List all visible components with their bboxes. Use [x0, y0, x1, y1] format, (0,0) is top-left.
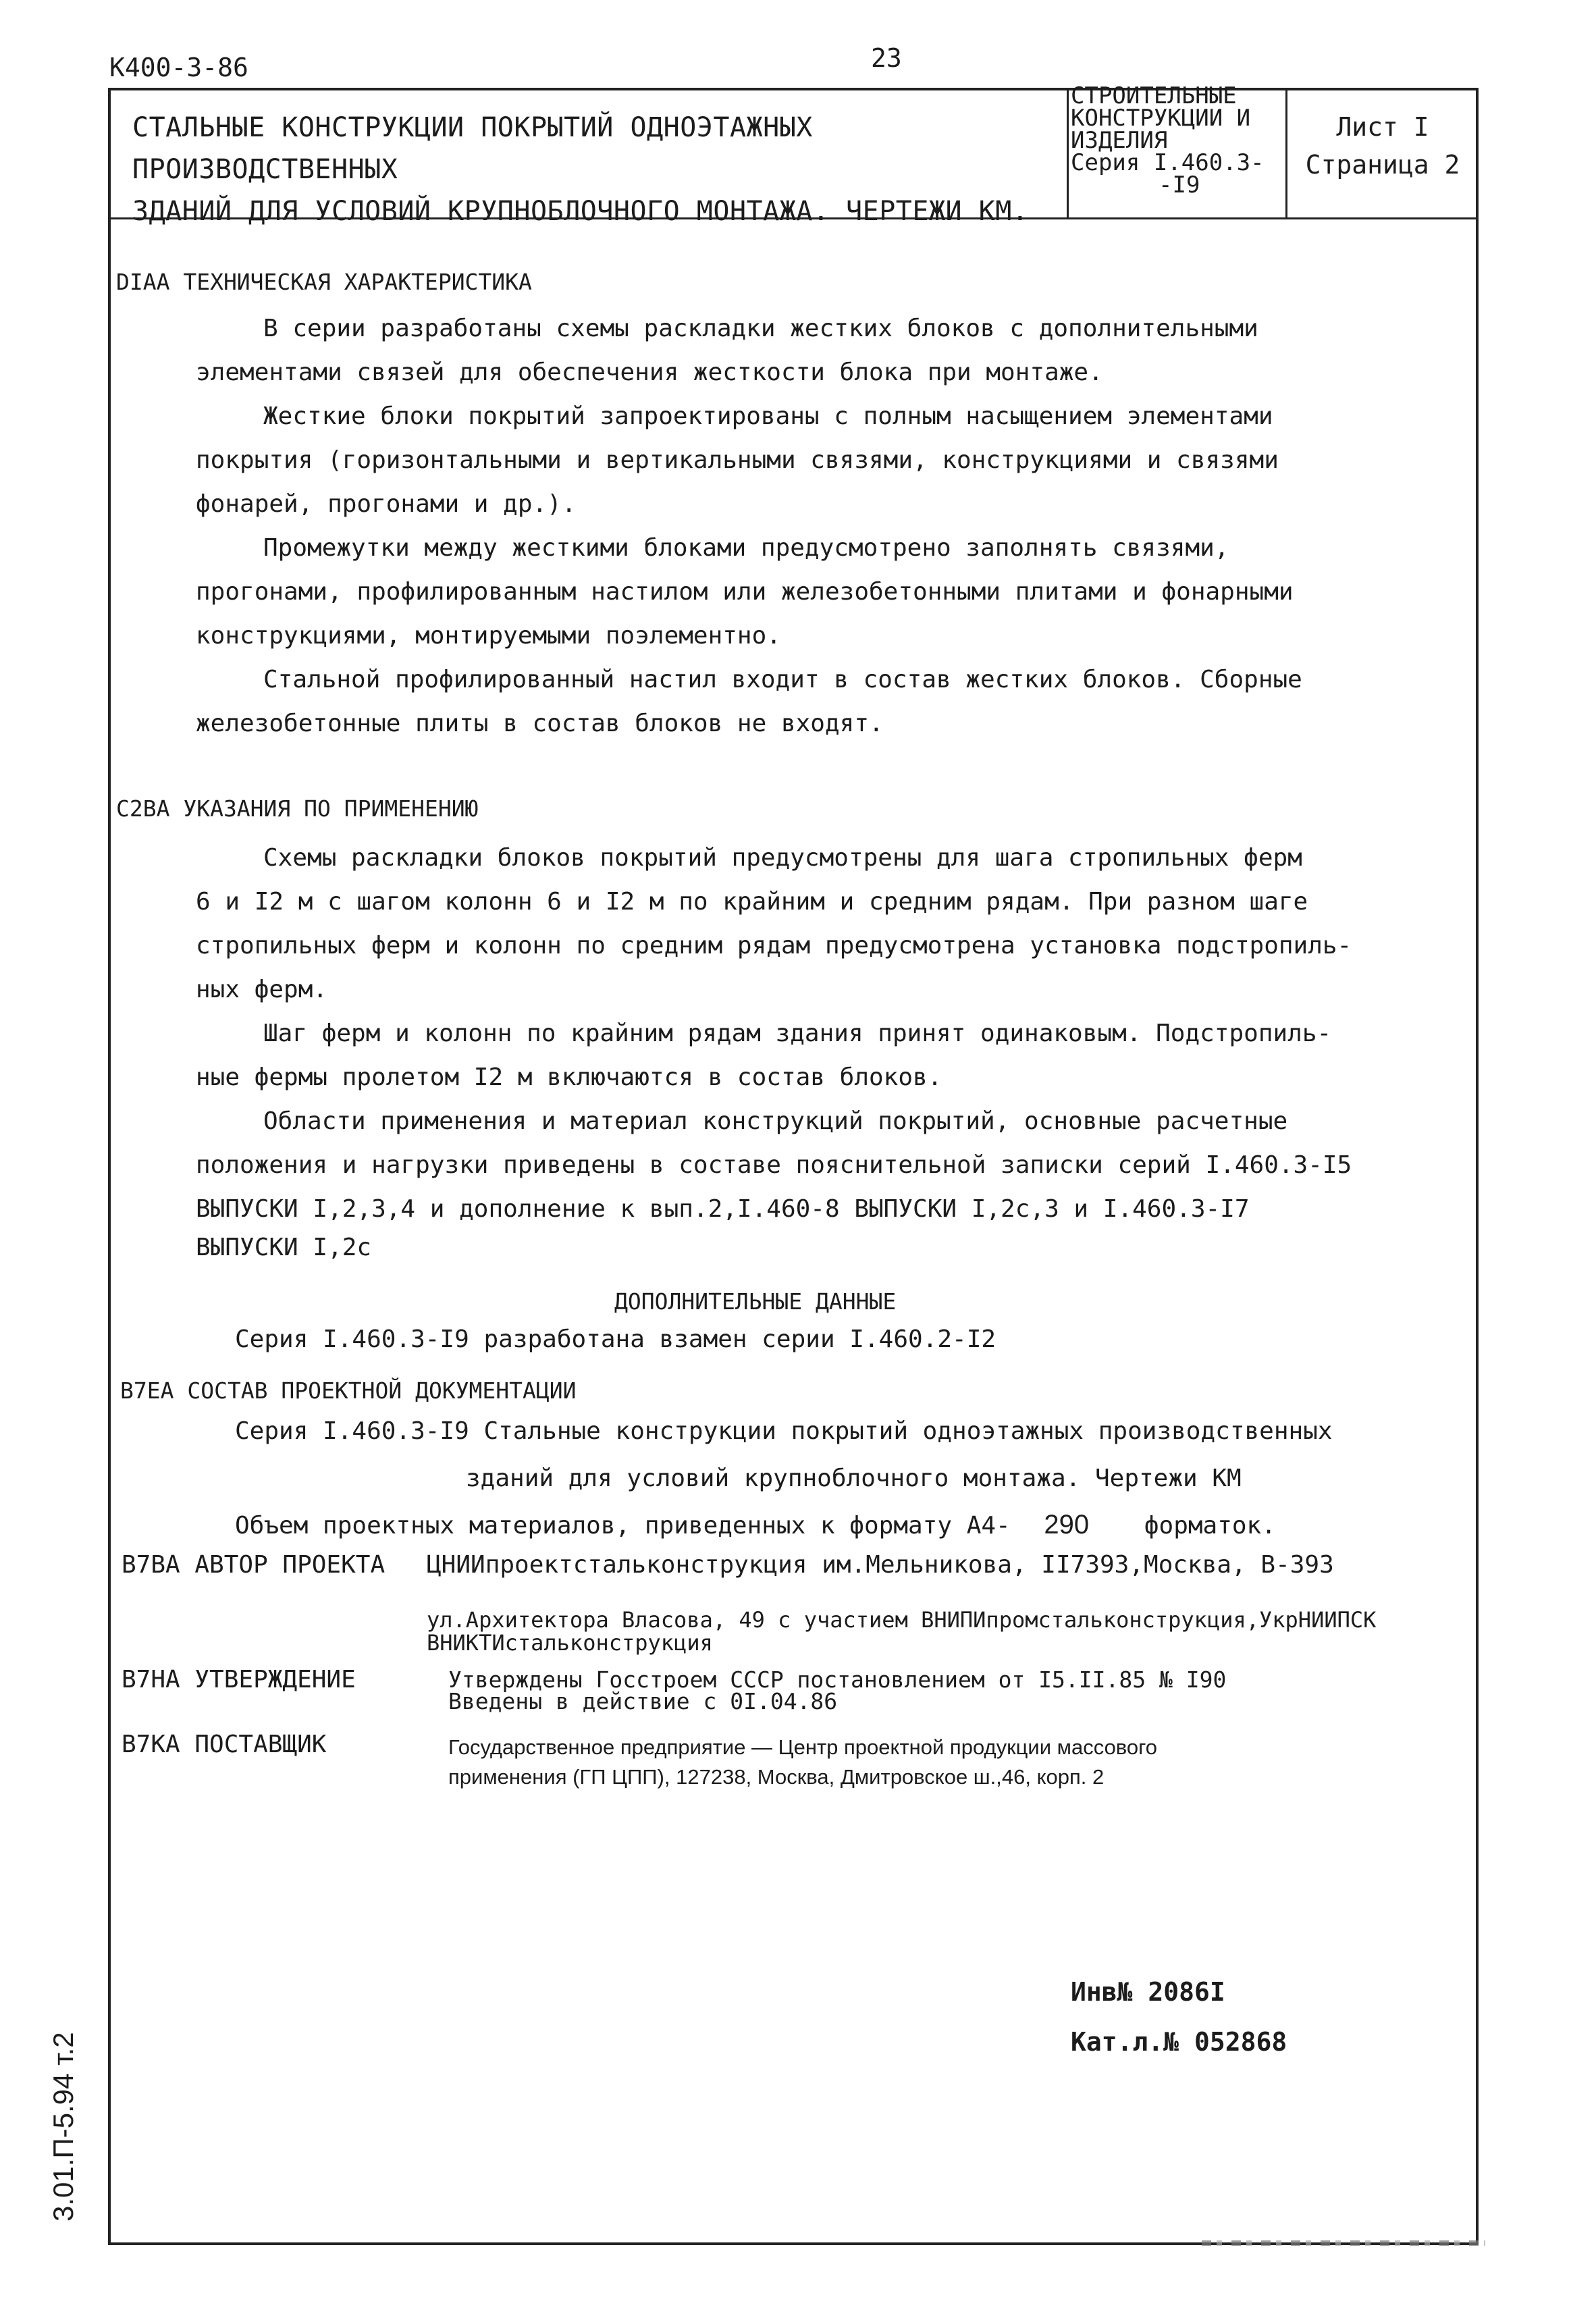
page-number: 23 [871, 43, 902, 73]
extra-heading: ДОПОЛНИТЕЛЬНЫЕ ДАННЫЕ [614, 1288, 897, 1315]
author-line-1: ЦНИИпроектстальконструкция им.Мельникова, II7393,Москва, В-393 [427, 1551, 1334, 1579]
tech-line-3: Жесткие блоки покрытий запроектированы с полным насыщением элементами [263, 402, 1273, 430]
usage-line-3: стропильных ферм и колонн по средним рядам предусмотрена установка подстропиль- [196, 932, 1352, 959]
composition-line-1: Серия I.460.3-I9 Стальные конструкции покрытий одноэтажных производственных [235, 1417, 1333, 1445]
usage-line-2: 6 и I2 м с шагом колонн 6 и I2 м по крайним и средним рядам. При разном шаге [196, 888, 1308, 916]
category-line-3: ИЗДЕЛИЯ [1071, 127, 1168, 154]
category-line-4: Серия I.460.3- [1071, 149, 1265, 176]
author-line-3: ВНИКТИстальконструкция [427, 1630, 713, 1656]
category-block [1071, 82, 1287, 199]
usage-line-1: Схемы раскладки блоков покрытий предусмотрены для шага стропильных ферм [263, 844, 1302, 872]
document-code: К400-3-86 [109, 53, 248, 82]
author-label: B7BA АВТОР ПРОЕКТА [122, 1551, 385, 1579]
tech-line-4: покрытия (горизонтальными и вертикальными связями, конструкциями и связями [196, 446, 1279, 474]
page-label: Страница 2 [1305, 150, 1460, 180]
usage-line-7: Области применения и материал конструкций покрытий, основные расчетные [263, 1107, 1288, 1135]
tech-line-8: конструкциями, монтируемыми поэлементно. [196, 622, 781, 650]
tech-line-1: В серии разработаны схемы раскладки жестких блоков с дополнительными [263, 315, 1258, 342]
sheet-block [1287, 108, 1479, 184]
sheet-label: Лист I [1336, 112, 1429, 142]
author-address [427, 1608, 1480, 1654]
extra-line: Серия I.460.3-I9 разработана взамен серии I.460.2-I2 [235, 1325, 996, 1353]
composition-line-2: зданий для условий крупноблочного монтажа. Чертежи КМ [466, 1465, 1242, 1492]
inventory-number: Инв№ 2086I [1071, 1977, 1225, 2007]
catalog-number: Кат.л.№ 052868 [1071, 2027, 1287, 2057]
category-line-5: -I9 [1159, 172, 1200, 199]
supplier-line-2: применения (ГП ЦПП), 127238, Москва, Дмитровское ш.,46, корп. 2 [448, 1765, 1105, 1789]
approval-label: B7HA УТВЕРЖДЕНИЕ [122, 1666, 356, 1693]
tech-line-2: элементами связей для обеспечения жесткости блока при монтаже. [196, 359, 1103, 386]
tech-line-10: железобетонные плиты в состав блоков не входят. [196, 710, 884, 737]
document-title [132, 107, 1050, 232]
usage-line-9: ВЫПУСКИ I,2,3,4 и дополнение к вып.2,I.460-8 ВЫПУСКИ I,2с,3 и I.460.3-I7 [196, 1195, 1250, 1223]
tech-heading: DIAA ТЕХНИЧЕСКАЯ ХАРАКТЕРИСТИКА [116, 269, 532, 295]
supplier-label: B7KA ПОСТАВЩИК [122, 1731, 327, 1758]
category-line-2: КОНСТРУКЦИИ И [1071, 105, 1251, 132]
usage-heading: C2BA УКАЗАНИЯ ПО ПРИМЕНЕНИЮ [116, 795, 479, 822]
author-line-2: ул.Архитектора Власова, 49 с участием ВНИПИпромстальконструкция,УкрНИИПСК [427, 1607, 1377, 1633]
composition-volume-text: Объем проектных материалов, приведенных к формату А4- [235, 1512, 1011, 1540]
usage-line-5: Шаг ферм и колонн по крайним рядам здания принят одинаковым. Подстропиль- [263, 1020, 1332, 1047]
supplier-line-1: Государственное предприятие — Центр проектной продукции массового [448, 1735, 1158, 1759]
header-vertical-divider-1 [1067, 88, 1069, 217]
tech-line-6: Промежутки между жесткими блоками предусмотрено заполнять связями, [263, 534, 1229, 562]
composition-heading: B7EA СОСТАВ ПРОЕКТНОЙ ДОКУМЕНТАЦИИ [120, 1377, 577, 1404]
format-count: 290 [1044, 1510, 1090, 1540]
composition-line-3 [235, 1510, 1276, 1541]
usage-line-8: положения и нагрузки приведены в составе пояснительной записки серий I.460.3-I5 [196, 1151, 1352, 1179]
composition-volume-end: форматок. [1144, 1512, 1276, 1540]
title-line-1: СТАЛЬНЫЕ КОНСТРУКЦИИ ПОКРЫТИЙ ОДНОЭТАЖНЫХ ПРОИЗВОДСТВЕННЫХ [132, 112, 813, 185]
category-line-1: СТРОИТЕЛЬНЫЕ [1071, 82, 1237, 109]
usage-line-6: ные фермы пролетом I2 м включаются в состав блоков. [196, 1063, 942, 1091]
tech-line-5: фонарей, прогонами и др.). [196, 490, 577, 518]
side-stamp: 3.01.П-5.94 т.2 [47, 2032, 79, 2221]
approval-line-1: Утверждены Госстроем СССР постановлением от I5.II.85 № I90 [448, 1666, 1227, 1693]
tech-line-7: прогонами, профилированным настилом или железобетонными плитами и фонарными [196, 578, 1294, 606]
usage-text [196, 836, 1411, 1265]
approval-text [448, 1666, 1474, 1714]
approval-line-2: Введены в действие с 0I.04.86 [448, 1688, 838, 1714]
supplier-text [448, 1733, 1474, 1792]
tech-line-9: Стальной профилированный настил входит в состав жестких блоков. Сборные [263, 666, 1302, 693]
usage-line-10: ВЫПУСКИ I,2с [196, 1234, 372, 1261]
title-line-2: ЗДАНИЙ ДЛЯ УСЛОВИЙ КРУПНОБЛОЧНОГО МОНТАЖА. ЧЕРТЕЖИ КМ. [132, 196, 1029, 227]
scan-artifact [1202, 2240, 1485, 2246]
usage-line-4: ных ферм. [196, 976, 328, 1003]
tech-text [196, 307, 1411, 745]
